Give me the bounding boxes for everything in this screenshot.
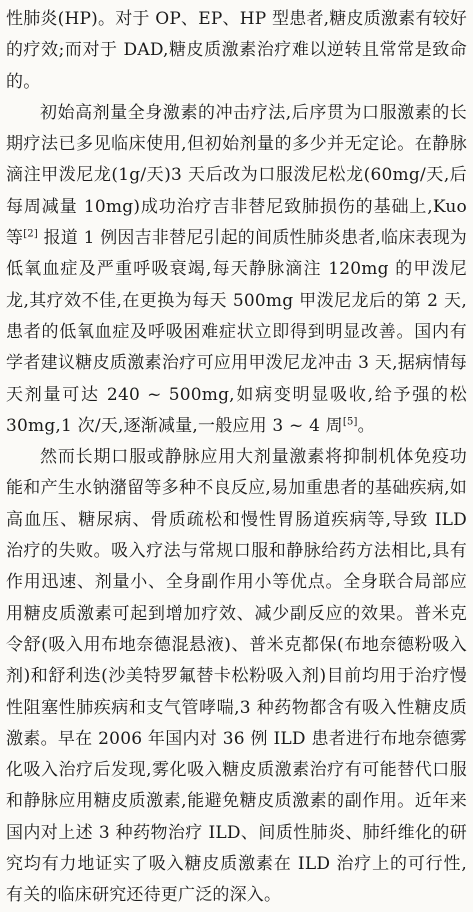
citation-ref[interactable]: [2] — [23, 228, 38, 240]
paragraph-text: 初始高剂量全身激素的冲击疗法,后序贯为口服激素的长期疗法已多见临床使用,但初始剂量的多少并无定论。在静脉滴注甲泼尼龙(1g/天)3 天后改为口服泼尼松龙(60mg/天,后每周减量 10mg)成功治疗吉非替尼致肺损伤的基础上,Kuo 等 — [6, 102, 467, 249]
paragraph-continuation — [6, 4, 467, 98]
paragraph-text: 。 — [357, 415, 375, 436]
citation-ref[interactable]: [5] — [342, 416, 358, 428]
paragraph-text: 性肺炎(HP)。对于 OP、EP、HP 型患者,糖皮质激素有较好的疗效;而对于 DAD,糖皮质激素治疗难以逆转且常常是致命的。 — [6, 9, 467, 92]
paragraph-text: 然而长期口服或静脉应用大剂量激素将抑制机体免疫功能和产生水钠潴留等多种不良反应,易加重患者的基础疾病,如高血压、糖尿病、骨质疏松和慢性胃肠道疾病等,导致 ILD 治疗的失败。吸入疗法与常规口服和静脉给药方法相比,具有作用迅速、剂量小、全身副作用小等优点。全身联合局部应用糖皮质激素可起到增加疗效、减少副反应的效果。普米克令舒(吸入用布地奈德混悬液)、普米克都保(布地奈德粉吸入剂)和舒利迭(沙美特罗氟替卡松粉吸入剂)目前均用于治疗慢性阻塞性肺疾病和支气管哮喘,3 种药物都含有吸入性糖皮质激素。早在 2006 年国内对 36 例 ILD 患者进行布地奈德雾化吸入治疗后发现,雾化吸入糖皮质激素治疗有可能替代口服和静脉应用糖皮质激素,能避免糖皮质激素的副作用。近年来国内对上述 3 种药物治疗 ILD、间质性肺炎、肺纤维化的研究均有力地证实了吸入糖皮质激素在 ILD 治疗上的可行性,有关的临床研究还待更广泛的深入。 — [6, 447, 467, 906]
paragraph-inhaled-steroids — [6, 442, 467, 911]
paragraph-text: 报道 1 例因吉非替尼引起的间质性肺炎患者,临床表现为低氧血症及严重呼吸衰竭,每天静脉滴注 120mg 的甲泼尼龙,其疗效不佳,在更换为每天 500mg 甲泼尼龙后的第 2 天,患者的低氧血症及呼吸困难症状立即得到明显改善。国内有学者建议糖皮质激素治疗可应用甲泼尼龙冲击 3 天,据病情每天剂量可达 240 ~ 500mg,如病变明显吸收,给予强的松 30mg,1 次/天,逐渐减量,一般应用 3 ~ 4 周 — [6, 228, 467, 436]
paragraph-steroid-pulse-therapy — [6, 98, 467, 442]
